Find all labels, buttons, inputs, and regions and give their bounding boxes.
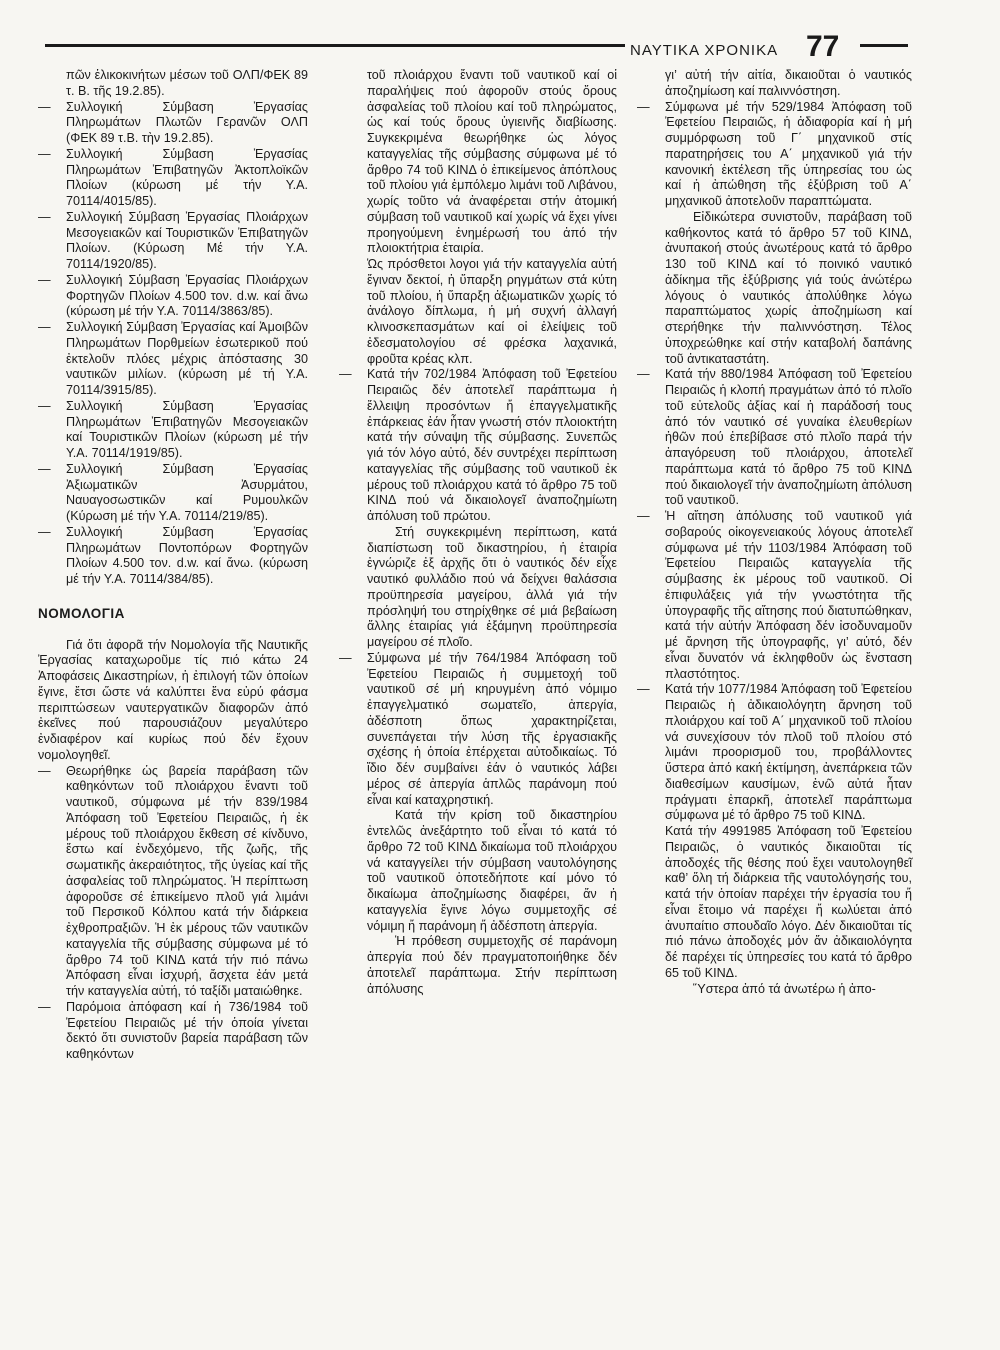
- header-rule-left: [45, 44, 625, 47]
- paragraph: Εἰδικώτερα συνιστοῦν, παράβαση τοῦ καθήκοντος κατά τό ἄρθρο 57 τοῦ ΚΙΝΔ, ἀνυπακοή στούς ἀνωτέρους κατά τό ἄρθρο 130 τοῦ ΚΙΝΔ καί τό ποινικό ναυτικό ἀδίκημα τῆς ἐξύβρισης γιά τούς ἀνώτέρω λόγους ὁ ναυτικός ἀπολύθηκε λόγω παραπτώματος χωρίς ἀποζημίωση καί στερήθηκε τήν παλιννόστηση. Τέλος ὑποχρεώθηκε καί στήν καταβολή δαπάνης τοῦ ἀντικαταστάτη.: [665, 209, 912, 366]
- list-item: — Συλλογική Σύμβαση Ἐργασίας Ἀξιωματικῶν Ἀσυρμάτου, Ναυαγοσωστικῶν καί Ρυμουλκῶν (Κύρωση μέ τήν Υ.Α. 70114/219/85).: [38, 462, 308, 525]
- page-number: 77: [806, 30, 840, 63]
- case-item: — Σύμφωνα μέ τήν 529/1984 Ἀπόφαση τοῦ Ἐφετείου Πειραιῶς, ἡ ἀδιαφορία καί ἡ μή συμμόρφωση τοῦ Γ΄ μηχανικοῦ στίς παρατηρήσεις του Α΄ μηχανικοῦ γιά τήν κανονική ἐκτέλεση τῆς ὑπηρεσίας του ὡς καί ἡ ἀπώθηση τῆς ἐξύβριση τοῦ Α΄ μηχανικοῦ ἀποτελοῦν παραπτώματα.: [637, 100, 912, 210]
- case-item: — Σύμφωνα μέ τήν 764/1984 Ἀπόφαση τοῦ Ἐφετείου Πειραιῶς ἡ συμμετοχή τοῦ ναυτικοῦ σέ μή κηρυγμένη ἀπό νόμιμο ἐπαγγελματικό σωματεῖο, ἀπεργία, ἀδέσποτη ὅπως χαρακτηρίζεται, συνεπάγεται τήν λύση τῆς ἐργασιακῆς σχέσης ἡ ὁποία ἐπέρχεται αὐτοδικαίως. Τό ἴδιο δέν συμβαίνει ἐάν ὁ ναυτικός λάβει μέρος σέ ἀπεργία ἁπλῶς παράνομη πού εἶναι καί καταχρηστική.: [339, 651, 617, 809]
- list-item: — Συλλογική Σύμβαση Ἐργασίας Πληρωμάτων Ποντοπόρων Φορτηγῶν Πλοίων 4.500 τον. d.w. καί ἄνω. (κύρωση μέ τήν Υ.Α. 70114/384/85).: [38, 525, 308, 588]
- list-item: — Συλλογική Σύμβαση Ἐργασίας Πληρωμάτων Πλωτῶν Γερανῶν ΟΛΠ (ΦΕΚ 89 τ.Β. τὴν 19.2.85).: [38, 100, 308, 147]
- list-item: — Συλλογική Σύμβαση Ἐργασίας Πλοιάρχων Μεσογειακῶν καί Τουριστικῶν Ἐπιβατηγῶν Πλοίων. (Κύρωση Μέ τήν Υ.Α. 70114/1920/85).: [38, 210, 308, 273]
- list-item: — Συλλογική Σύμβαση Ἐργασίας Πλοιάρχων Φορτηγῶν Πλοίων 4.500 τον. d.w. καί ἄνω (κύρωση μέ τήν Υ.Α. 70114/3863/85).: [38, 273, 308, 320]
- column-2: [339, 68, 617, 997]
- paragraph: Ὕστερα ἀπό τά ἀνωτέρω ἡ ἀπο-: [693, 981, 876, 996]
- case-item: — Κατά τήν 880/1984 Ἀπόφαση τοῦ Ἐφετείου Πειραιῶς ἡ κλοπή πραγμάτων ἀπό τό πλοῖο τοῦ εὐτελοῦς ἀξίας καί ἡ παράδοσή τους ἀπό τόν ναυτικό σέ γυναίκα ἐλευθερίων ἠθῶν πού ἐπεβίβασε στό πλοῖο παρά τήν ἀπαγόρευση τοῦ πλοιάρχου, ἀποτελεῖ παράπτωμα κατά τό ἄρθρο 75 τοῦ ΚΙΝΔ πού δικαιολογεῖ τήν ἀναποζημίωτη ἀπόλυση τοῦ ναυτικοῦ.: [637, 367, 912, 509]
- paragraph: γι’ αὐτή τήν αἰτία, δικαιοῦται ὁ ναυτικός ἀποζημίωση καί παλιννόστηση.: [665, 68, 912, 98]
- intro-paragraph: Γιά ὅτι ἀφορᾶ τήν Νομολογία τῆς Ναυτικῆς Ἐργασίας καταχωροῦμε τίς πιό κάτω 24 Ἀποφάσεις Δικαστηρίων, ἡ ἐπιλογή τῶν ὁποίων ἔγινε, ἔτσι ὥστε νά καλύπτει ἕνα εὐρύ φάσμα περιπτώσεων ναυτεργατικῶν διαφορῶν ἀπό ἐκεῖνες πού παρουσιάζουν μεγαλύτερο ἐνδιαφέρον καί κυρίως πού δέν ἔχουν νομολογηθεῖ.: [38, 637, 308, 762]
- case-item: — Θεωρήθηκε ὡς βαρεία παράβαση τῶν καθηκόντων τοῦ πλοιάρχου ἔναντι τοῦ ναυτικοῦ, σύμφωνα μέ τήν 839/1984 Ἀπόφαση τοῦ Ἐφετείου Πειραιῶς, ἡ ἐκ μέρους τοῦ πλοιάρχου ἔκθεση σέ κίνδυνο, ἔστω καί ἐνδεχόμενο, τῆς ζωῆς, τῆς σωματικῆς ἀκεραιότητος, τῆς ὑγείας καί τῆς ἀσφαλείας τοῦ πληρώματος. Ἡ περίπτωση ἀφοροῦσε σέ ἐπικείμενο πλοῦ γιά λιμάνι τοῦ Περσικοῦ Κόλπου κατά τήν διάρκεια ἐχθροπραξιῶν. Ἡ ἐκ μέρους τῶν ναυτικῶν καταγγελία τῆς σύμβασης σύμφωνα μέ τό ἄρθρο 74 τοῦ ΚΙΝΔ κατά τήν πιό πάνω Ἀπόφαση εἶναι ἰσχυρή, ἄσχετα ἐάν μετά τήν καταγγελία αὐτή, τό ταξίδι ματαιώθηκε.: [38, 764, 308, 1000]
- list-item: — Συλλογική Σύμβαση Ἐργασίας καί Ἀμοιβῶν Πληρωμάτων Πορθμείων ἐσωτερικοῦ πού ἐκτελοῦν πλόες μέχρις ἀπόστασης 30 ναυτικῶν μιλίων. (κύρωση μέ τή Υ.Α. 70114/3915/85).: [38, 320, 308, 399]
- case-item: — Ἡ αἴτηση ἀπόλυσης τοῦ ναυτικοῦ γιά σοβαρούς οἰκογενειακούς λόγους ἀποτελεῖ σύμφωνα μέ τήν 1103/1984 Ἀπόφαση τοῦ Ἐφετείου Πειραιῶς καταγγελία τῆς σύμβασης ἐκ μέρους τοῦ ναυτικοῦ. Οἱ ἐπιφυλάξεις γιά τήν γνωστότητα τῆς ὑπογραφῆς τῆς αἴτησης πού διατυπώθηκαν, κατά τήν αὐτήν Ἀπόφαση δέν ἰσοδυναμοῦν μέ ἄρνηση τῆς ὑπογραφῆς, γι’ αὐτό, δέν εἶναι δυνατόν νά ἐκληφθοῦν ὡς ἔνσταση πλαστότητος.: [637, 509, 912, 682]
- paragraph: Κατά τήν 4991985 Ἀπόφαση τοῦ Ἐφετείου Πειραιῶς, ὁ ναυτικός δικαιοῦται τίς ἀποδοχές τῆς θέσης πού ἔχει ναυτολογηθεῖ καθ’ ὅλη τή διάρκεια τῆς ναυτολόγησής του, κατά τήν ὁποίαν παρέχει τήν ἐργασία του ἤ εἶναι ἕτοιμο νά παρέχει ἤ κωλύεται ἀπό ἀνυπαίτιο σπουδαῖο λόγο. Δέν δικαιοῦται τίς πιό πάνω ἀποδοχές μόν ἄν ἀδικαιολόγητα δέ παρέχει τίς ὑπηρεσίες του κατά τό ἄρθρο 65 τοῦ ΚΙΝΔ.: [665, 824, 912, 980]
- list-item: — Συλλογική Σύμβαση Ἐργασίας Πληρωμάτων Ἐπιβατηγῶν Μεσογειακῶν καί Τουριστικῶν Πλοίων (κύρωση μέ τήν Υ.Α. 70114/1919/85).: [38, 399, 308, 462]
- column-3: [637, 68, 912, 997]
- case-item: — Παρόμοια ἀπόφαση καί ἡ 736/1984 τοῦ Ἐφετείου Πειραιῶς μέ τήν ὁποία γίνεται δεκτό ὅτι συνιστοῦν βαρεία παράβαση τῶν καθηκόντων: [38, 1000, 308, 1063]
- column-1: [38, 68, 308, 1063]
- page-header: [0, 0, 1000, 70]
- paragraph: τοῦ πλοιάρχου ἔναντι τοῦ ναυτικοῦ καί οἱ παραλήψεις πού ἀφοροῦν στούς ὅρους ἀσφαλείας τοῦ πλοίου καί τοῦ πληρώματος, ὡς καί τούς ὅρους ὑγιεινῆς διαβίωσης. Συγκεκριμένα θεωρήθηκε ὡς λόγος καταγγελίας τῆς σύμβασης σύμφωνα μέ τό ἄρθρο 74 τοῦ ΚΙΝΔ ὁ ἐπικείμενος ἀπόπλους τοῦ πλοίου γιά ἐμπόλεμο λιμάνι τοῦ Λιβάνου, χωρίς τοῦτο νά ἀναφέρεται στήν ἀτομική σύμβαση τοῦ ναυτικοῦ καί χωρίς νά ἔχει γίνει προηγούμενη ἐνημέρωσή του ἀπό τήν πλοιοκτήτρια ἑταιρία.: [367, 68, 617, 256]
- paragraph: Στή συγκεκριμένη περίπτωση, κατά διαπίστωση τοῦ δικαστηρίου, ἡ ἑταιρία ἐγνώριζε ἐξ ἀρχῆς ὅτι ὁ ναυτικός δέν εἶχε ναυτικό φυλλάδιο πού νά δείχνει θαλάσσια προϋπηρεσία μαγείρου, ἀλλά γιά τήν πρόσληψή του στηρίχθηκε σέ μιά βεβαίωση ἄλλης ἑταιρίας γιά ἑξάμηνη προϋπηρεσία μαγείρου σέ πλοῖο.: [367, 524, 617, 649]
- case-item: — Κατά τήν 702/1984 Ἀπόφαση τοῦ Ἐφετείου Πειραιῶς δέν ἀποτελεῖ παράπτωμα ἡ ἔλλειψη προσόντων ἤ ἐπαγγελματικῆς ἐπάρκειας ἐάν ἦταν γνωστή στόν πλοιοκτήτη κατά τήν σύναψη τῆς σύμβασης. Συνεπῶς γιά τόν λόγο αὐτό, δέν συντρέχει περίπτωση καταγγελίας τῆς σύμβασης τοῦ ναυτικοῦ ἐκ μέρους τοῦ πλοιάρχου κατά τό ἄρθρο 75 τοῦ ΚΙΝΔ πού νά δικαιολογεῖ ἀναποζημίωτη ἀπόλυση τοῦ πρώτου.: [339, 367, 617, 525]
- paragraph: Ὡς πρόσθετοι λογοι γιά τήν καταγγελία αὐτή ἔγιναν δεκτοί, ἡ ὕπαρξη ρηγμάτων στά κύτη τοῦ πλοίου, ἡ ὕπαρξη ἀξιωματικῶν χωρίς τό ἀνάλογο δίπλωμα, ἡ μή συχνή ἀλλαγή κλινοσκεπασμάτων καί οἱ ἐλείψεις τοῦ ἐδεσματολογίου σέ φρέσκα λαχανικά, φροῦτα κρέας κλπ.: [367, 257, 617, 366]
- section-heading: ΝΟΜΟΛΟΓΙΑ: [38, 605, 125, 621]
- paragraph: Ἡ πρόθεση συμμετοχῆς σέ παράνομη ἀπεργία πού δέν πραγματοποιήθηκε δέν ἀποτελεῖ παράπτωμα. Στήν περίπτωση ἀπόλυσης: [367, 934, 617, 996]
- paragraph: Κατά τήν κρίση τοῦ δικαστηρίου ἐντελῶς ἀνεξάρτητο τοῦ εἶναι τό κατά τό ἄρθρο 72 τοῦ ΚΙΝΔ δικαίωμα τοῦ πλοιάρχου νά καταγγείλει τήν σύμβαση ναυτολόγησης τοῦ ναυτικοῦ ὁποτεδήποτε καί μόνο τό δικαίωμα ἀποζημίωσης διαφέρει, ἄν ἡ καταγγελία ἔγινε λόγω συμμετοχῆς σέ νόμιμη ἤ παράνομη ἤ ἀδέσποτη ἀπεργία.: [367, 808, 617, 933]
- list-item: — Συλλογική Σύμβαση Ἐργασίας Πληρωμάτων Ἐπιβατηγῶν Ἀκτοπλοϊκῶν Πλοίων (κύρωση μέ τήν Υ.Α. 70114/4015/85).: [38, 147, 308, 210]
- header-rule-right: [860, 44, 908, 47]
- magazine-title: ΝΑΥΤΙΚΑ ΧΡΟΝΙΚΑ: [630, 42, 779, 59]
- list-item-continued: πῶν ἑλικοκινήτων μέσων τοῦ ΟΛΠ/ΦΕΚ 89 τ. Β. τῆς 19.2.85).: [66, 68, 308, 98]
- case-item: — Κατά τήν 1077/1984 Ἀπόφαση τοῦ Ἐφετείου Πειραιῶς ἡ ἀδικαιολόγητη ἄρνηση τοῦ πλοιάρχου καί τοῦ Α΄ μηχανικοῦ τοῦ πλοίου νά συνεχίσουν τόν πλοῦ τοῦ πλοίου στό λιμάνι προορισμοῦ του, προβάλλοντες ὕστερα ἀπό κακή ἐκτίμηση, ἀνεπάρκεια τῶν διαθεσίμων καυσίμων, ἐνῶ αὐτά ἦταν πράγματι ἐπαρκῆ, ἀποτελεῖ παράπτωμα σύμφωνα μέ τό ἄρθρο 75 τοῦ ΚΙΝΔ.: [637, 682, 912, 824]
